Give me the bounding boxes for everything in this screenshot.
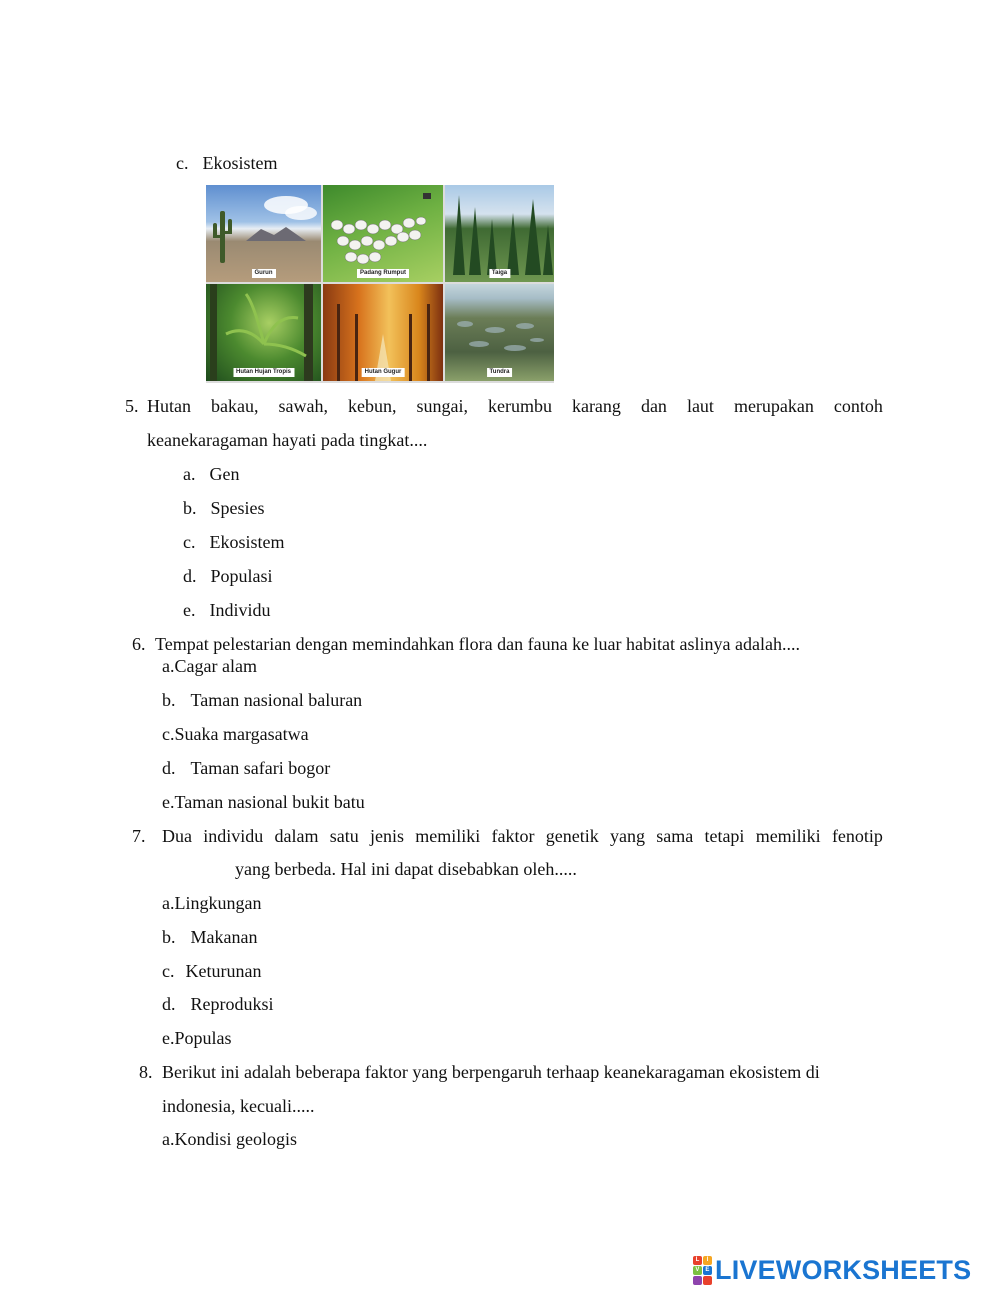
image-caption: Gurun [252, 269, 276, 278]
q7-option-d[interactable] [162, 993, 274, 1015]
option-letter: c. [183, 532, 196, 552]
liveworksheets-logo[interactable] [693, 1255, 971, 1285]
question-word: individu [203, 826, 264, 846]
q5-option-d[interactable] [183, 565, 273, 587]
option-letter: e. [162, 792, 175, 812]
q7-option-b[interactable] [162, 926, 257, 948]
option-letter: b. [162, 690, 176, 710]
question-word: dan [640, 396, 667, 416]
deciduous-forest-image [323, 284, 443, 381]
q7-number: 7. [132, 826, 146, 846]
option-text: Spesies [210, 498, 265, 518]
question-word: tetapi [704, 826, 745, 846]
question-word: Dua [162, 826, 192, 846]
logo-mark-icon: L I V E [693, 1256, 712, 1285]
q6-option-e[interactable] [162, 791, 365, 813]
option-text: Keturunan [185, 961, 262, 981]
question-word: contoh [833, 396, 883, 416]
q5-option-e[interactable] [183, 599, 271, 621]
question-word: sungai, [416, 396, 468, 416]
q5-question-line2: keanekaragaman hayati pada tingkat.... [147, 430, 428, 450]
q6-option-d[interactable] [162, 757, 330, 779]
image-caption: Taiga [489, 269, 510, 278]
option-text: Taman nasional bukit batu [174, 792, 365, 812]
q8-question-line2: indonesia, kecuali..... [162, 1096, 315, 1116]
q7-option-e[interactable] [162, 1027, 232, 1049]
q5-question-line1 [147, 395, 883, 417]
option-letter: b. [162, 927, 176, 947]
logo-text: LIVEWORKSHEETS [715, 1254, 972, 1285]
option-text: Gen [209, 464, 240, 484]
option-letter: e. [183, 600, 196, 620]
q4-option-c [176, 152, 278, 174]
q7-option-a[interactable] [162, 892, 262, 914]
question-word: fenotip [831, 826, 883, 846]
q5-option-c[interactable] [183, 531, 285, 553]
q5-option-b[interactable] [183, 497, 265, 519]
question-word: dalam [274, 826, 319, 846]
question-word: laut [686, 396, 714, 416]
q7-option-c[interactable] [162, 960, 261, 982]
tundra-image [445, 284, 554, 381]
option-text: Taman safari bogor [190, 758, 331, 778]
option-text: Ekosistem [209, 532, 285, 552]
question-word: karang [571, 396, 621, 416]
option-text: Lingkungan [174, 893, 262, 913]
taiga-image [445, 185, 554, 282]
option-letter: b. [183, 498, 197, 518]
question-word: Hutan [147, 396, 191, 416]
option-text: Ekosistem [202, 153, 278, 173]
q6-question: Tempat pelestarian dengan memindahkan flora dan fauna ke luar habitat aslinya adalah.... [155, 634, 800, 654]
question-word: bakau, [211, 396, 259, 416]
option-text: Reproduksi [190, 994, 274, 1014]
question-word: sama [656, 826, 694, 846]
image-caption: Tundra [487, 368, 513, 377]
option-text: Taman nasional baluran [190, 690, 363, 710]
question-word: memiliki [755, 826, 821, 846]
image-caption: Padang Rumput [357, 269, 409, 278]
q8-option-a[interactable] [162, 1128, 297, 1150]
image-caption: Hutan Hujan Tropis [233, 368, 294, 377]
option-letter: c. [176, 153, 189, 173]
q5-number: 5. [125, 396, 139, 416]
q8-number: 8. [139, 1062, 153, 1082]
option-letter: e. [162, 1028, 175, 1048]
image-caption: Hutan Gugur [362, 368, 405, 377]
question-word: kebun, [347, 396, 397, 416]
q6-number: 6. [132, 634, 146, 654]
option-letter: d. [162, 994, 176, 1014]
question-word: merupakan [733, 396, 814, 416]
question-word: jenis [370, 826, 404, 846]
question-word: memiliki [415, 826, 481, 846]
grassland-image [323, 185, 443, 282]
option-letter: d. [162, 758, 176, 778]
option-text: Populasi [210, 566, 273, 586]
question-word: genetik [545, 826, 599, 846]
option-text: Individu [209, 600, 271, 620]
question-word: kerumbu [487, 396, 552, 416]
option-text: Kondisi geologis [174, 1129, 298, 1149]
q7-question-line1 [162, 825, 883, 847]
question-word: sawah, [278, 396, 328, 416]
rainforest-image [206, 284, 321, 381]
option-letter: a. [162, 893, 175, 913]
q6-option-a[interactable] [162, 655, 257, 677]
option-text: Populas [174, 1028, 232, 1048]
option-letter: a. [162, 656, 175, 676]
question-word: yang [609, 826, 645, 846]
option-text: Makanan [190, 927, 258, 947]
question-word: satu [329, 826, 359, 846]
option-letter: c. [162, 961, 175, 981]
q8-question-line1: Berikut ini adalah beberapa faktor yang berpengaruh terhaap keanekaragaman ekosistem di [162, 1062, 820, 1082]
option-letter: c. [162, 724, 175, 744]
q6-option-b[interactable] [162, 689, 362, 711]
ecosystem-image-grid [206, 185, 554, 383]
desert-image [206, 185, 321, 282]
option-letter: a. [162, 1129, 175, 1149]
question-word: faktor [491, 826, 535, 846]
q6-option-c[interactable] [162, 723, 309, 745]
q7-question-line2: yang berbeda. Hal ini dapat disebabkan oleh..... [235, 859, 577, 879]
option-text: Suaka margasatwa [174, 724, 309, 744]
option-letter: d. [183, 566, 197, 586]
q5-option-a[interactable] [183, 463, 240, 485]
option-letter: a. [183, 464, 196, 484]
option-text: Cagar alam [174, 656, 257, 676]
